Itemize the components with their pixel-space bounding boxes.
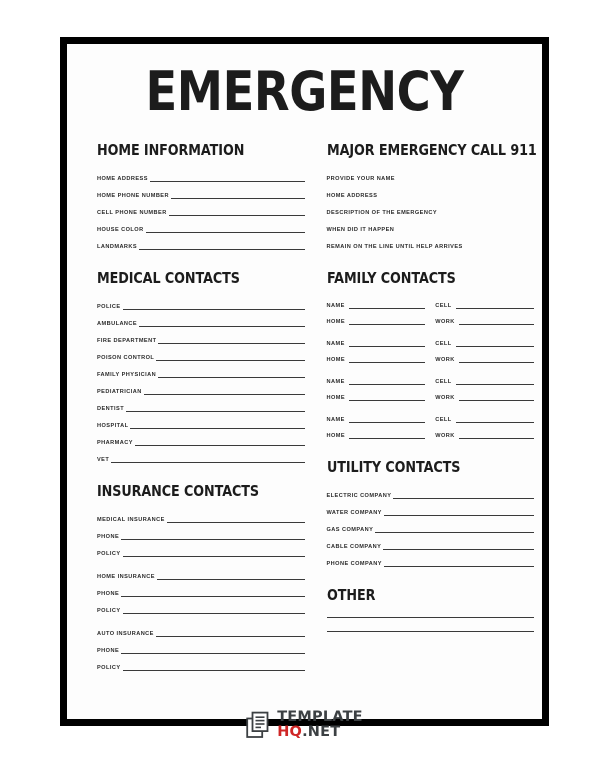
field-label: HOME	[326, 432, 346, 439]
family-contact-group	[327, 374, 535, 403]
form-field-row[interactable]	[97, 528, 305, 542]
field-write-line[interactable]	[349, 362, 425, 363]
field-write-line[interactable]	[123, 556, 305, 557]
site-logo[interactable]	[97, 710, 512, 738]
field-write-line[interactable]	[139, 249, 304, 250]
field-label: FIRE DEPARTMENT	[97, 337, 157, 344]
form-field-row[interactable]	[435, 314, 534, 327]
form-field-row[interactable]	[97, 298, 305, 312]
form-field-row[interactable]	[97, 349, 305, 363]
form-field-row[interactable]	[97, 170, 305, 184]
two-column-layout	[97, 141, 537, 690]
field-write-line[interactable]	[459, 362, 534, 363]
field-label: NAME	[326, 378, 345, 385]
form-field-row[interactable]	[97, 568, 305, 582]
field-label: CELL	[435, 416, 452, 423]
family-contact-group	[327, 412, 535, 441]
form-field-row[interactable]	[327, 412, 426, 425]
field-label: ELECTRIC COMPANY	[326, 492, 392, 499]
field-label: WATER COMPANY	[326, 509, 382, 516]
field-label: AMBULANCE	[97, 320, 138, 327]
utility-contacts-fields	[327, 487, 535, 569]
form-field-row[interactable]	[327, 428, 426, 441]
form-field-row[interactable]	[327, 555, 535, 569]
field-write-line[interactable]	[167, 522, 305, 523]
logo-hq-text: HQ	[277, 723, 303, 740]
field-label: PHARMACY	[97, 439, 133, 446]
section-title-major-emergency: MAJOR EMERGENCY CALL 911	[326, 141, 537, 160]
form-field-row[interactable]	[435, 390, 534, 403]
field-label: DENTIST	[97, 405, 125, 412]
field-label: HOSPITAL	[97, 422, 129, 429]
form-field-row[interactable]	[327, 374, 426, 387]
field-label: AUTO INSURANCE	[97, 630, 154, 637]
form-field-row[interactable]	[435, 336, 534, 349]
field-write-line[interactable]	[121, 596, 304, 597]
contact-row	[327, 412, 535, 425]
field-label: HOME ADDRESS	[97, 175, 148, 182]
form-field-row[interactable]	[97, 315, 305, 329]
field-write-line[interactable]	[126, 411, 304, 412]
field-label: POLICY	[97, 550, 121, 557]
page-sheet	[67, 44, 542, 740]
contact-row	[327, 374, 535, 387]
contact-row	[327, 314, 535, 327]
form-field-row[interactable]	[97, 642, 305, 656]
field-write-line[interactable]	[158, 377, 304, 378]
form-field-row[interactable]	[97, 187, 305, 201]
field-label: CELL	[435, 302, 452, 309]
field-write-line[interactable]	[144, 394, 305, 395]
field-label: HOUSE COLOR	[97, 226, 144, 233]
field-write-line[interactable]	[349, 400, 425, 401]
form-field-row[interactable]	[327, 352, 426, 365]
family-contact-group	[327, 298, 535, 327]
field-write-line[interactable]	[393, 498, 534, 499]
field-write-line[interactable]	[384, 515, 534, 516]
form-field-row[interactable]	[327, 336, 426, 349]
form-field-row[interactable]	[97, 383, 305, 397]
left-column	[97, 141, 305, 690]
form-field-row[interactable]	[97, 417, 305, 431]
field-label: WORK	[435, 356, 455, 363]
form-field-row[interactable]	[97, 204, 305, 218]
home-information-fields	[97, 170, 305, 252]
form-field-row[interactable]	[435, 428, 534, 441]
family-contact-group	[327, 336, 535, 365]
field-write-line[interactable]	[349, 324, 425, 325]
field-label: FAMILY PHYSICIAN	[97, 371, 157, 378]
instruction-line: WHEN DID IT HAPPEN	[326, 226, 395, 233]
field-label: HOME	[326, 318, 346, 325]
field-write-line[interactable]	[135, 445, 305, 446]
field-write-line[interactable]	[158, 343, 304, 344]
field-label: HOME	[326, 356, 346, 363]
field-write-line[interactable]	[121, 539, 304, 540]
section-major-emergency-call-911	[327, 141, 535, 252]
field-label: WORK	[435, 432, 455, 439]
field-write-line[interactable]	[456, 346, 534, 347]
form-field-row[interactable]	[97, 366, 305, 380]
field-label: NAME	[326, 340, 345, 347]
form-field-row[interactable]	[97, 625, 305, 639]
field-write-line[interactable]	[146, 232, 305, 233]
logo-domain-text	[277, 725, 363, 739]
section-title-medical-contacts: MEDICAL CONTACTS	[97, 269, 240, 288]
field-label: NAME	[326, 416, 345, 423]
logo-wordmark	[277, 710, 363, 738]
field-label: PHONE COMPANY	[326, 560, 382, 567]
field-write-line[interactable]	[349, 384, 425, 385]
field-write-line[interactable]	[456, 422, 534, 423]
section-family-contacts	[327, 269, 535, 441]
instruction-line: REMAIN ON THE LINE UNTIL HELP ARRIVES	[326, 243, 463, 250]
field-label: HOME PHONE NUMBER	[97, 192, 169, 199]
section-insurance-contacts	[97, 482, 305, 673]
form-field-row[interactable]	[327, 538, 535, 552]
field-write-line[interactable]	[123, 309, 305, 310]
form-field-row[interactable]	[97, 238, 305, 252]
form-field-row[interactable]	[97, 221, 305, 235]
field-label: PEDIATRICIAN	[97, 388, 142, 395]
form-field-row[interactable]	[97, 511, 305, 525]
section-title-insurance-contacts: INSURANCE CONTACTS	[97, 482, 259, 501]
section-medical-contacts	[97, 269, 305, 465]
field-write-line[interactable]	[130, 428, 304, 429]
medical-contacts-fields	[97, 298, 305, 465]
contact-row	[327, 336, 535, 349]
field-write-line[interactable]	[459, 438, 534, 439]
instruction-line: DESCRIPTION OF THE EMERGENCY	[326, 209, 437, 216]
page-title: EMERGENCY	[145, 60, 464, 123]
form-field-row[interactable]	[97, 602, 305, 616]
field-label: MEDICAL INSURANCE	[97, 516, 165, 523]
field-write-line[interactable]	[327, 631, 535, 632]
field-write-line[interactable]	[459, 324, 534, 325]
field-write-line[interactable]	[349, 422, 425, 423]
form-field-row[interactable]	[97, 332, 305, 346]
form-field-row[interactable]	[327, 390, 426, 403]
field-write-line[interactable]	[123, 670, 305, 671]
section-other	[327, 586, 535, 632]
field-write-line[interactable]	[456, 384, 534, 385]
form-field-row[interactable]	[327, 487, 535, 501]
section-title-other: OTHER	[326, 586, 375, 605]
field-write-line[interactable]	[349, 438, 425, 439]
form-field-row[interactable]	[97, 400, 305, 414]
field-label: PHONE	[97, 590, 120, 597]
field-label: CELL	[435, 340, 452, 347]
form-field-row[interactable]	[97, 659, 305, 673]
logo-template-text: TEMPLATE	[277, 709, 363, 726]
field-label: POISON CONTROL	[97, 354, 155, 361]
field-label: HOME INSURANCE	[97, 573, 155, 580]
documents-icon	[246, 711, 272, 739]
section-home-information	[97, 141, 305, 252]
section-utility-contacts	[327, 458, 535, 569]
insurance-group	[97, 568, 305, 616]
field-write-line[interactable]	[156, 360, 304, 361]
field-label: PHONE	[97, 647, 120, 654]
field-label: GAS COMPANY	[326, 526, 374, 533]
field-write-line[interactable]	[156, 636, 305, 637]
field-label: CELL PHONE NUMBER	[97, 209, 167, 216]
field-label: POLICE	[97, 303, 121, 310]
form-field-row[interactable]	[97, 585, 305, 599]
page-border-frame	[60, 37, 549, 740]
form-field-row[interactable]	[327, 314, 426, 327]
field-label: WORK	[435, 394, 455, 401]
field-write-line[interactable]	[349, 308, 425, 309]
right-column	[327, 141, 535, 649]
form-field-row[interactable]	[435, 374, 534, 387]
field-write-line[interactable]	[384, 566, 534, 567]
other-blank-lines	[327, 617, 535, 632]
field-write-line[interactable]	[123, 613, 305, 614]
form-field-row[interactable]	[97, 545, 305, 559]
field-label: POLICY	[97, 607, 121, 614]
section-title-utility-contacts: UTILITY CONTACTS	[326, 458, 460, 477]
contact-row	[327, 352, 535, 365]
field-write-line[interactable]	[459, 400, 534, 401]
field-write-line[interactable]	[375, 532, 534, 533]
field-write-line[interactable]	[327, 617, 535, 618]
field-label: LANDMARKS	[97, 243, 138, 250]
section-title-family-contacts: FAMILY CONTACTS	[326, 269, 456, 288]
field-write-line[interactable]	[150, 181, 305, 182]
field-write-line[interactable]	[349, 346, 425, 347]
form-field-row[interactable]	[327, 298, 426, 311]
field-write-line[interactable]	[157, 579, 305, 580]
contact-row	[327, 428, 535, 441]
form-field-row[interactable]	[327, 521, 535, 535]
field-write-line[interactable]	[139, 326, 304, 327]
instruction-line: HOME ADDRESS	[326, 192, 378, 199]
logo-net-text: .NET	[302, 723, 341, 740]
field-write-line[interactable]	[456, 308, 534, 309]
insurance-group	[97, 511, 305, 559]
form-field-row[interactable]	[327, 504, 535, 518]
field-write-line[interactable]	[383, 549, 534, 550]
field-label: POLICY	[97, 664, 121, 671]
form-field-row[interactable]	[435, 412, 534, 425]
field-label: PHONE	[97, 533, 120, 540]
contact-row	[327, 390, 535, 403]
field-label: NAME	[326, 302, 345, 309]
field-label: HOME	[326, 394, 346, 401]
field-write-line[interactable]	[171, 198, 305, 199]
field-label: WORK	[435, 318, 455, 325]
form-field-row[interactable]	[97, 451, 305, 465]
field-label: VET	[97, 456, 110, 463]
field-write-line[interactable]	[169, 215, 305, 216]
instruction-line: PROVIDE YOUR NAME	[326, 175, 395, 182]
form-field-row[interactable]	[97, 434, 305, 448]
field-label: CELL	[435, 378, 452, 385]
form-field-row[interactable]	[435, 352, 534, 365]
major-emergency-instructions	[327, 170, 535, 252]
insurance-group	[97, 625, 305, 673]
form-field-row[interactable]	[435, 298, 534, 311]
contact-row	[327, 298, 535, 311]
field-label: CABLE COMPANY	[326, 543, 382, 550]
field-write-line[interactable]	[121, 653, 304, 654]
section-title-home-information: HOME INFORMATION	[97, 141, 245, 160]
field-write-line[interactable]	[111, 462, 304, 463]
